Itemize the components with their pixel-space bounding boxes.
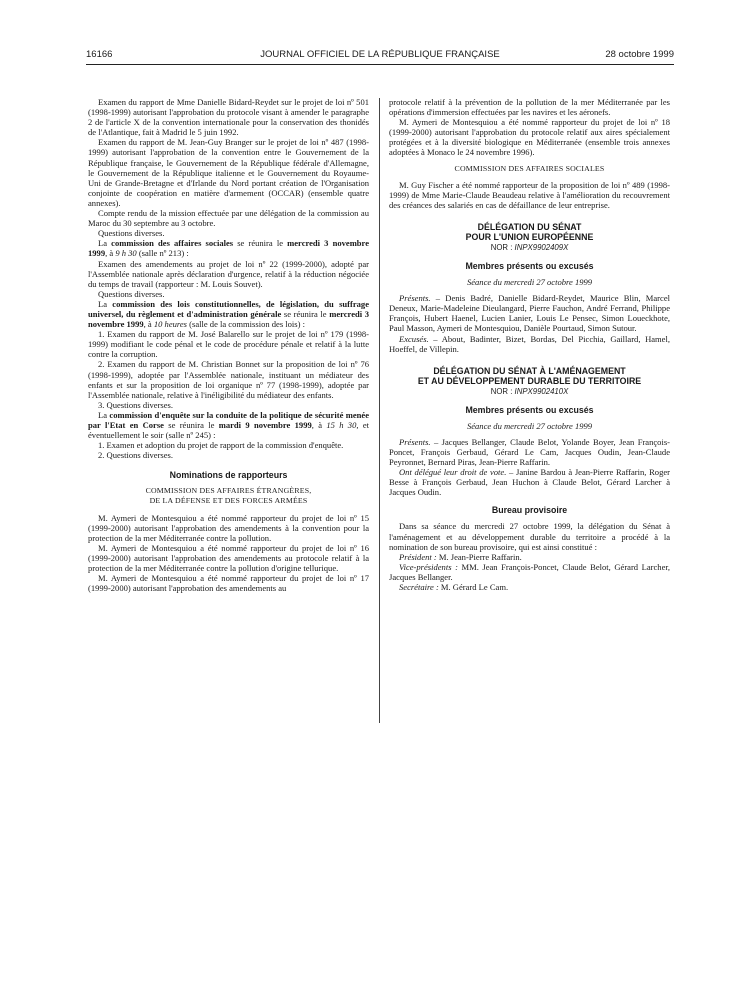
nor-reference: NOR : INPX9902410X xyxy=(490,386,569,396)
paragraph: 2. Examen du rapport de M. Christian Bonnet sur la proposition de loi nº 76 (1998-1999), adoptée par l'Assemblée nationale, instituant un médiateur des enfants et sur la proposition de loi organique nº 77 (1998-1999), adoptée par l'Assemblée nationale, relative à l'inéligibilité du médiateur des enfants. xyxy=(88,359,369,400)
column-divider xyxy=(379,98,380,723)
paragraph: Ont délégué leur droit de vote. – Janine Bardou à Jean-Pierre Raffarin, Roger Besse à François Gerbaud, Jean Huchon à Claude Belot, Gérard Larcher à Jacques Oudin. xyxy=(389,467,670,498)
paragraph: M. Aymeri de Montesquiou a été nommé rapporteur du projet de loi nº 17 (1999-2000) autorisant l'approbation des amendements au xyxy=(88,573,369,594)
issue-date: 28 octobre 1999 xyxy=(605,49,674,60)
paragraph: La commission des affaires sociales se réunira le mercredi 3 novembre 1999, à 9 h 30 (salle nº 213) : xyxy=(88,238,369,259)
paragraph: Secrétaire : M. Gérard Le Cam. xyxy=(399,582,509,592)
delegation-title: DÉLÉGATION DU SÉNAT xyxy=(477,221,582,232)
section-heading: Bureau provisoire xyxy=(491,505,568,516)
paragraph: M. Aymeri de Montesquiou a été nommé rapporteur du projet de loi nº 18 (1999-2000) autorisant l'approbation du protocole relatif aux aires spécialement protégées et à la diversité biologique en Méditerranée (ensemble trois annexes adoptées à Monaco le 24 novembre 1996). xyxy=(389,117,670,158)
section-heading: Nominations de rapporteurs xyxy=(169,470,288,481)
nor-reference: NOR : INPX9902409X xyxy=(490,242,569,252)
delegation-title: POUR L'UNION EUROPÉENNE xyxy=(465,231,594,242)
section-heading: Membres présents ou excusés xyxy=(465,261,594,272)
paragraph: Questions diverses. xyxy=(98,288,165,299)
paragraph: Compte rendu de la mission effectuée par une délégation de la commission au Maroc du 30 septembre au 3 octobre. xyxy=(88,208,369,229)
paragraph: 2. Questions diverses. xyxy=(98,450,174,461)
right-column xyxy=(389,97,670,592)
section-heading: Membres présents ou excusés xyxy=(465,404,594,415)
paragraph: 1. Examen du rapport de M. José Balarello sur le projet de loi nº 179 (1998-1999) modifiant le code pénal et le code de procédure pénale et relatif à la lutte contre la corruption. xyxy=(88,329,369,360)
running-header xyxy=(86,49,674,63)
paragraph: La commission d'enquête sur la conduite de la politique de sécurité menée par l'Etat en Corse se réunira le mardi 9 novembre 1999, à 15 h 30, et éventuellement le soir (salle nº 245) : xyxy=(88,409,369,441)
paragraph: M. Guy Fischer a été nommé rapporteur de la proposition de loi nº 489 (1998-1999) de Mme Marie-Claude Beaudeau relative à l'amélioration du recouvrement des créances des salariés en cas de défaillance de leur entreprise. xyxy=(389,179,670,210)
commission-title: COMMISSION DES AFFAIRES ÉTRANGÈRES, xyxy=(145,486,312,496)
delegation-title: ET AU DÉVELOPPEMENT DURABLE DU TERRITOIRE xyxy=(417,375,642,386)
page-number: 16166 xyxy=(86,49,113,60)
paragraph: Présents. – Jacques Bellanger, Claude Belot, Yolande Boyer, Jean François-Poncet, François Gerbaud, Gérard Le Cam, Jacques Oudin, Jean-Claude Peyronnet, Bernard Piras, Jean-Pierre Raffarin. xyxy=(389,436,670,468)
paragraph: 3. Questions diverses. xyxy=(98,399,174,410)
paragraph: Vice-présidents : MM. Jean François-Poncet, Claude Belot, Gérard Larcher, Jacques Bellanger. xyxy=(389,561,670,582)
paragraph: Examen du rapport de Mme Danielle Bidard-Reydet sur le projet de loi nº 501 (1998-1999) autorisant l'approbation du protocole visant à amender le paragraphe 2 de l'article X de la convention internationale pour la conservation des thonidés de l'Atlantique, fait à Madrid le 5 juin 1992. xyxy=(88,97,369,138)
delegation-title: DÉLÉGATION DU SÉNAT À L'AMÉNAGEMENT xyxy=(433,365,626,376)
paragraph: M. Aymeri de Montesquiou a été nommé rapporteur du projet de loi nº 15 (1999-2000) autorisant l'approbation des amendements à la convention pour la protection de la mer Méditerranée contre la pollution. xyxy=(88,512,369,543)
left-column xyxy=(88,97,369,593)
paragraph: Examen du rapport de M. Jean-Guy Branger sur le projet de loi nº 487 (1998-1999) autorisant l'approbation de la convention entre le Gouvernement de la République française, le Gouvernement de la République fédérale d'Allemagne, le Gouvernement de la République italienne et le Gouvernement du Royaume-Uni de Grande-Bretagne et d'Irlande du Nord portant création de l'Organisation conjointe de coopération en matière d'armement (OCCAR) (ensemble quatre annexes). xyxy=(88,137,369,208)
paragraph: Examen des amendements au projet de loi nº 22 (1999-2000), adopté par l'Assemblée nationale après déclaration d'urgence, relatif à la réduction négociée du temps de travail (rapporteur : M. Louis Souvet). xyxy=(88,258,369,289)
paragraph: 1. Examen et adoption du projet de rapport de la commission d'enquête. xyxy=(98,440,344,451)
session-date: Séance du mercredi 27 octobre 1999 xyxy=(466,277,593,288)
commission-title: COMMISSION DES AFFAIRES SOCIALES xyxy=(454,163,605,173)
paragraph: Questions diverses. xyxy=(98,228,165,239)
paragraph: protocole relatif à la prévention de la pollution de la mer Méditerranée par les opérations d'immersion effectuées par les navires et les aéronefs. xyxy=(389,97,670,118)
paragraph: Président : M. Jean-Pierre Raffarin. xyxy=(399,551,522,562)
paragraph: M. Aymeri de Montesquiou a été nommé rapporteur du projet de loi nº 16 (1999-2000) autorisant l'approbation des amendements au protocole relatif à la protection de la mer Méditerranée contre la pollution d'origine tellurique. xyxy=(88,542,369,574)
paragraph: Présents. – Denis Badré, Danielle Bidard-Reydet, Maurice Blin, Marcel Deneux, Marie-Madeleine Dieulangard, Pierre Fauchon, André Ferrand, Philippe François, Hubert Haenel, Lucien Lanier, Louis Le Pensec, Simon Loueckhote, Paul Masson, Aymeri de Montesquiou, Danièle Pourtaud, Simon Sutour. xyxy=(389,293,670,334)
paragraph: Dans sa séance du mercredi 27 octobre 1999, la délégation du Sénat à l'aménagement et au développement durable du territoire a procédé à la nomination de son bureau provisoire, qui est ainsi constitué : xyxy=(389,521,670,552)
paragraph: Excusés. – About, Badinter, Bizet, Bordas, Del Picchia, Gaillard, Hamel, Hoeffel, de Villepin. xyxy=(389,333,670,354)
header-rule xyxy=(86,64,674,65)
journal-title: JOURNAL OFFICIEL DE LA RÉPUBLIQUE FRANÇAISE xyxy=(260,49,500,60)
commission-title: DE LA DÉFENSE ET DES FORCES ARMÉES xyxy=(149,496,308,506)
session-date: Séance du mercredi 27 octobre 1999 xyxy=(466,420,593,431)
paragraph: La commission des lois constitutionnelles, de législation, du suffrage universel, du règlement et d'administration générale se réunira le mercredi 3 novembre 1999, à 10 heures (salle de la commission des lois) : xyxy=(88,298,369,330)
